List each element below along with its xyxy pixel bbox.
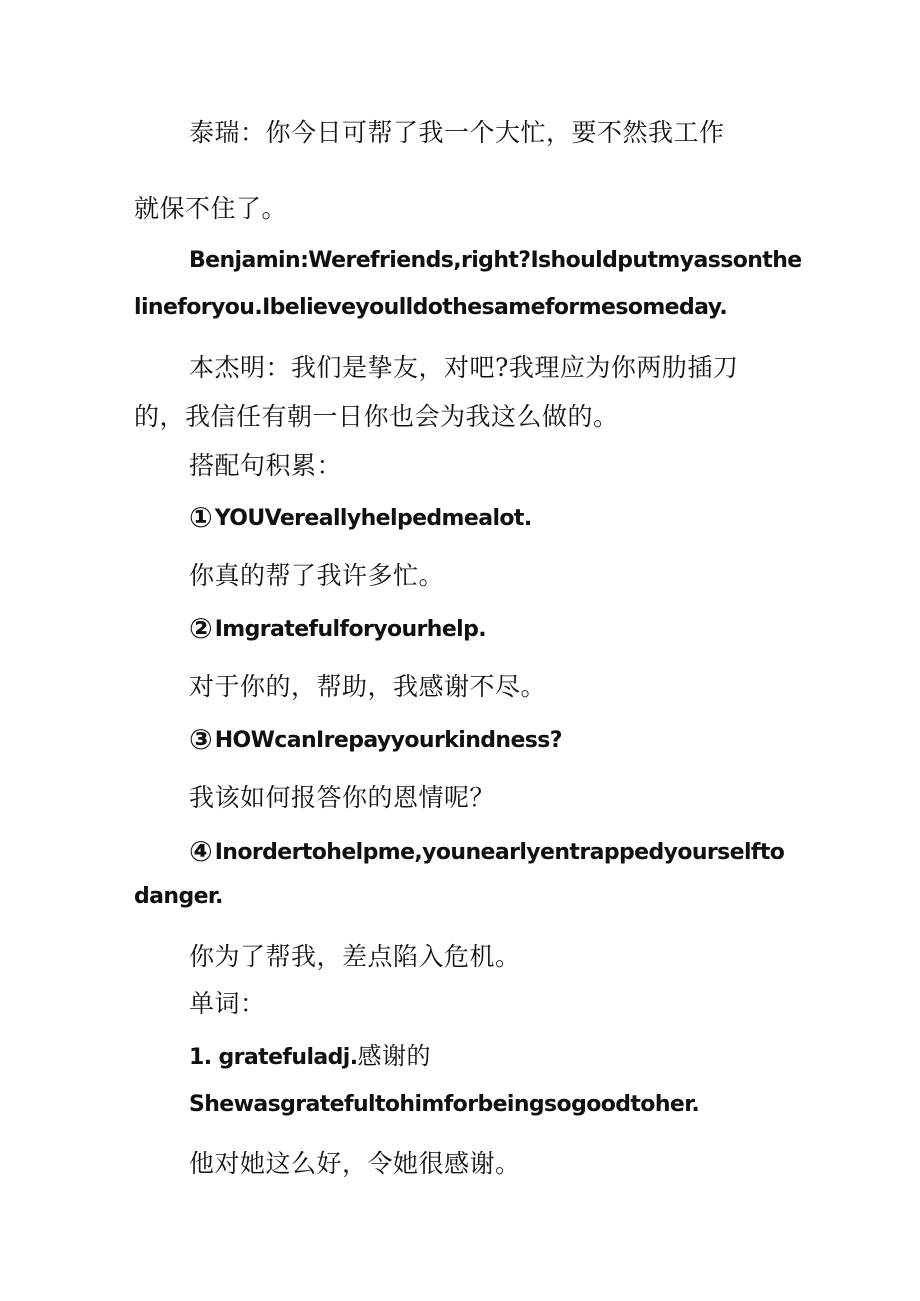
- vocab-1-entry: [189, 1044, 431, 1069]
- dialogue-benjamin-en-line-2: lineforyou.Ibelieveyoulldothesameformesomeday.: [134, 295, 728, 320]
- dialogue-benjamin-en-line-1: Benjamin:Werefriends,right?Ishouldputmyassonthe: [189, 248, 802, 273]
- marker-3: ③: [189, 723, 213, 756]
- vocab-1-example-en: Shewasgratefultohimforbeingsogoodtoher.: [189, 1092, 700, 1117]
- section-heading-vocabulary: 单词：: [189, 989, 266, 1018]
- phrase-3-en: ③HOWcanIrepayyourkindness?: [189, 723, 562, 756]
- phrase-1-zh: 你真的帮了我许多忙。: [189, 561, 445, 590]
- phrase-2-en: ②Imgratefulforyourhelp.: [189, 612, 487, 645]
- marker-4: ④: [189, 835, 213, 868]
- vocab-1-example-zh: 他对她这么好，令她很感谢。: [189, 1149, 521, 1178]
- phrase-4-en-line-2: danger.: [134, 884, 223, 909]
- marker-1: ①: [189, 501, 213, 534]
- phrase-3-zh: 我该如何报答你的恩情呢？: [189, 783, 496, 812]
- dialogue-terry-line-2: 就保不住了。: [134, 194, 288, 223]
- vocab-1-meaning: 感谢的: [357, 1042, 431, 1070]
- phrase-2-zh: 对于你的，帮助，我感谢不尽。: [189, 672, 547, 701]
- dialogue-terry-line-1: 泰瑞：你今日可帮了我一个大忙，要不然我工作: [189, 118, 725, 147]
- dialogue-benjamin-zh-line-1: 本杰明：我们是挚友，对吧?我理应为你两肋插刀: [189, 353, 739, 382]
- phrase-4-zh: 你为了帮我，差点陷入危机。: [189, 942, 521, 971]
- phrase-1-en: ①YOUVereallyhelpedmealot.: [189, 501, 532, 534]
- section-heading-phrases: 搭配句积累：: [189, 451, 343, 480]
- phrase-4-en-line-1: ④Inordertohelpme,younearlyentrappedyourselfto: [189, 835, 785, 868]
- vocab-1-word: 1. gratefuladj.: [189, 1045, 358, 1070]
- dialogue-benjamin-zh-line-2: 的，我信任有朝一日你也会为我这么做的。: [134, 402, 619, 431]
- marker-2: ②: [189, 612, 213, 645]
